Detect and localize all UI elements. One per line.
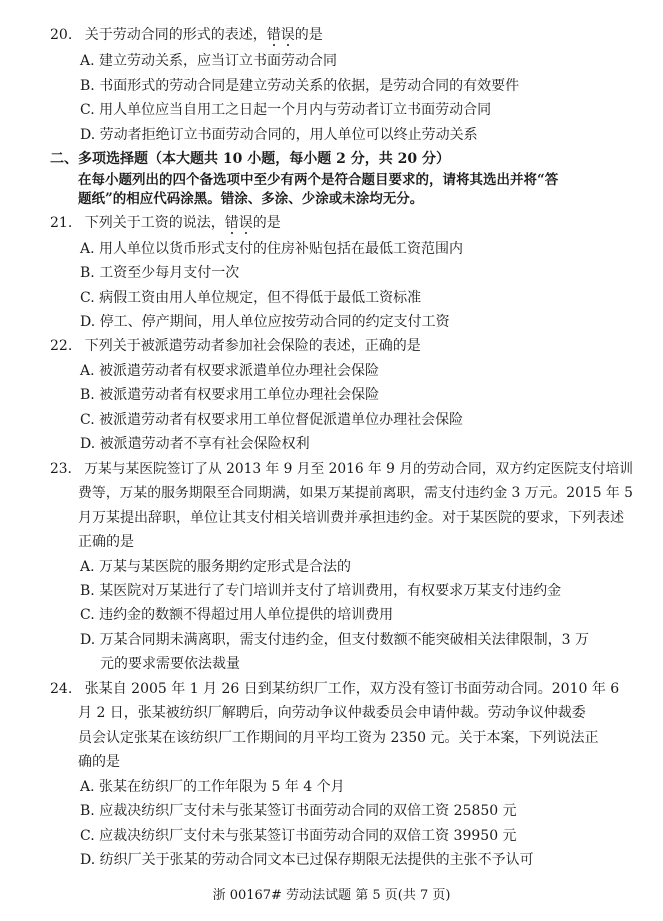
question-23-option-d-line-2: 元的要求需要依法裁量 bbox=[100, 656, 240, 672]
question-24-option-a: A. 张某在纺织厂的工作年限为 5 年 4 个月 bbox=[80, 779, 345, 795]
question-20-option-a: A. 建立劳动关系，应当订立书面劳动合同 bbox=[80, 53, 338, 69]
question-20-stem: 20. 关于劳动合同的形式的表述，错误的是 bbox=[50, 27, 323, 43]
question-23-option-a: A. 万某与某医院的服务期约定形式是合法的 bbox=[80, 559, 352, 575]
question-22-stem: 22. 下列关于被派遣劳动者参加社会保险的表述，正确的是 bbox=[50, 338, 421, 354]
question-23-option-c: C. 违约金的数额不得超过用人单位提供的培训费用 bbox=[80, 607, 394, 623]
question-20-option-d: D. 劳动者拒绝订立书面劳动合同的，用人单位可以终止劳动关系 bbox=[80, 127, 478, 143]
section-2-title: 二、多项选择题（本大题共 10 小题，每小题 2 分，共 20 分） bbox=[50, 151, 450, 167]
question-21-option-c: C. 病假工资由用人单位规定，但不得低于最低工资标准 bbox=[80, 290, 422, 306]
question-22-option-c: C. 被派遣劳动者有权要求用工单位督促派遣单位办理社会保险 bbox=[80, 412, 464, 428]
question-23-stem-line-4: 正确的是 bbox=[78, 534, 134, 550]
question-21-option-a: A. 用人单位以货币形式支付的住房补贴包括在最低工资范围内 bbox=[80, 241, 464, 257]
question-21-option-b: B. 工资至少每月支付一次 bbox=[80, 265, 240, 281]
question-24-stem-line-2: 月 2 日，张某被纺织厂解聘后，向劳动争议仲裁委员会申请仲裁。劳动争议仲裁委 bbox=[78, 705, 586, 721]
question-21-option-d: D. 停工、停产期间，用人单位应按劳动合同的约定支付工资 bbox=[80, 314, 450, 330]
question-21-stem: 21. 下列关于工资的说法，错误的是 bbox=[50, 215, 281, 231]
section-2-note-line-2: 题纸”的相应代码涂黑。错涂、多涂、少涂或未涂均无分。 bbox=[78, 191, 424, 207]
question-22-option-a: A. 被派遣劳动者有权要求派遣单位办理社会保险 bbox=[80, 363, 380, 379]
question-24-stem-line-4: 确的是 bbox=[78, 754, 120, 770]
question-24-option-b: B. 应裁决纺织厂支付未与张某签订书面劳动合同的双倍工资 25850 元 bbox=[80, 803, 517, 819]
question-24-stem-line-3: 员会认定张某在该纺织厂工作期间的月平均工资为 2350 元。关于本案，下列说法正 bbox=[78, 730, 599, 746]
question-24-option-d: D. 纺织厂关于张某的劳动合同文本已过保存期限无法提供的主张不予认可 bbox=[80, 852, 534, 868]
question-24-option-c: C. 应裁决纺织厂支付未与张某签订书面劳动合同的双倍工资 39950 元 bbox=[80, 828, 517, 844]
question-20-option-b: B. 书面形式的劳动合同是建立劳动关系的依据，是劳动合同的有效要件 bbox=[80, 78, 520, 94]
question-23-stem-line-1: 23. 万某与某医院签订了从 2013 年 9 月至 2016 年 9 月的劳动合同，双方约定医院支付培训 bbox=[50, 461, 633, 477]
section-2-note-line-1: 在每小题列出的四个备选项中至少有两个是符合题目要求的，请将其选出并将“答 bbox=[78, 172, 559, 188]
question-23-option-b: B. 某医院对万某进行了专门培训并支付了培训费用，有权要求万某支付违约金 bbox=[80, 583, 562, 599]
question-23-option-d-line-1: D. 万某合同期未满离职，需支付违约金，但支付数额不能突破相关法律限制，3 万 bbox=[80, 632, 589, 648]
question-24-stem-line-1: 24. 张某自 2005 年 1 月 26 日到某纺织厂工作，双方没有签订书面劳动合同。2010 年 6 bbox=[50, 681, 620, 697]
question-22-option-d: D. 被派遣劳动者不享有社会保险权利 bbox=[80, 436, 310, 452]
question-22-option-b: B. 被派遣劳动者有权要求用工单位办理社会保险 bbox=[80, 387, 380, 403]
question-23-stem-line-2: 费等，万某的服务期限至合同期满，如果万某提前离职，需支付违约金 3 万元。2015 年 5 bbox=[78, 485, 633, 501]
question-23-stem-line-3: 月万某提出辞职，单位让其支付相关培训费并承担违约金。对于某医院的要求，下列表述 bbox=[78, 510, 624, 526]
page-footer: 浙 00167# 劳动法试题 第 5 页(共 7 页) bbox=[212, 888, 451, 903]
question-20-option-c: C. 用人单位应当自用工之日起一个月内与劳动者订立书面劳动合同 bbox=[80, 102, 492, 118]
